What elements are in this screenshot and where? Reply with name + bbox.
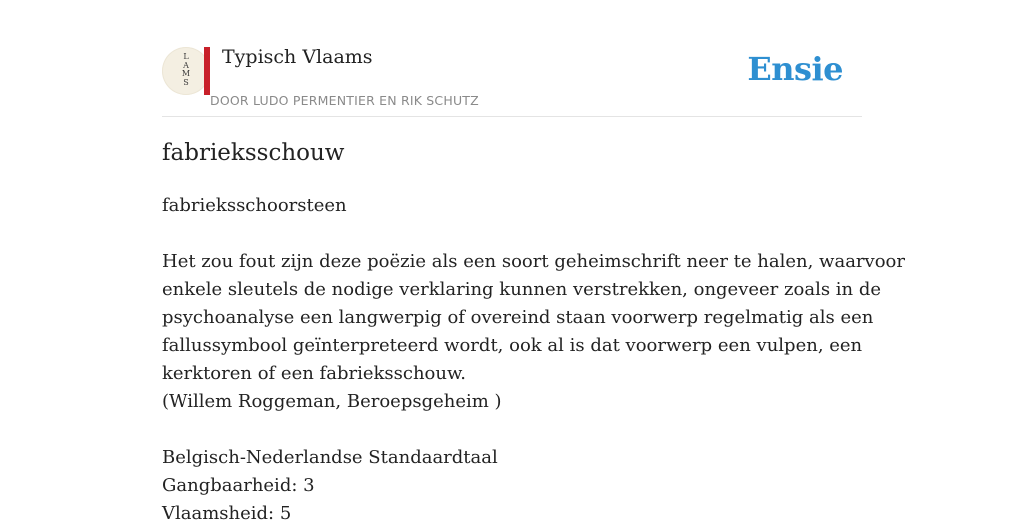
paragraph-gap bbox=[162, 220, 872, 248]
entry-body bbox=[162, 192, 905, 528]
book-cover-image[interactable] bbox=[162, 47, 210, 95]
entry-title: fabrieksschouw bbox=[162, 140, 345, 166]
book-title[interactable]: Typisch Vlaams bbox=[222, 46, 373, 68]
cover-red-stripe bbox=[204, 47, 210, 95]
quote-line: fallussymbool geïnterpreteerd wordt, ook al is dat voorwerp een vulpen, een bbox=[162, 335, 863, 356]
language-label: Belgisch-Nederlandse Standaardtaal bbox=[162, 447, 498, 468]
book-authors: DOOR LUDO PERMENTIER EN RIK SCHUTZ bbox=[210, 93, 479, 108]
page-header bbox=[162, 40, 862, 117]
quote-source: (Willem Roggeman, Beroepsgeheim ) bbox=[162, 391, 502, 412]
stat-vlaamsheid: Vlaamsheid: 5 bbox=[162, 503, 292, 524]
quote-line: kerktoren of een fabrieksschouw. bbox=[162, 363, 466, 384]
quote-line: Het zou fout zijn deze poëzie als een soort geheimschrift neer te halen, waarvoor bbox=[162, 251, 905, 272]
entry-synonym: fabrieksschoorsteen bbox=[162, 195, 347, 216]
stat-gangbaarheid: Gangbaarheid: 3 bbox=[162, 475, 315, 496]
ensie-logo-link[interactable]: Ensie bbox=[747, 50, 843, 88]
quote-line: enkele sleutels de nodige verklaring kunnen verstrekken, ongeveer zoals in de bbox=[162, 279, 882, 300]
paragraph-gap bbox=[162, 416, 872, 444]
quote-line: psychoanalyse een langwerpig of overeind staan voorwerp regelmatig als een bbox=[162, 307, 874, 328]
cover-lettering: L A M S bbox=[181, 52, 191, 87]
